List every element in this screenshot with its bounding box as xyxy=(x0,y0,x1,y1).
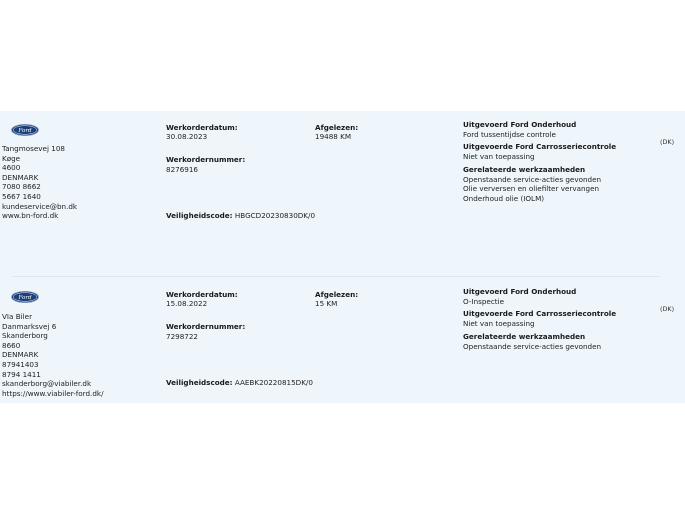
address-line: Køge xyxy=(2,153,21,163)
odometer-label: Afgelezen: xyxy=(315,123,359,132)
security-code-value: AAEBK20220815DK/0 xyxy=(234,378,313,387)
order-number-label: Werkordernummer: xyxy=(166,155,246,164)
order-number-value: 8276916 xyxy=(166,165,199,174)
related-work-item: Openstaande service-acties gevonden xyxy=(463,175,602,184)
maintenance-label: Uitgevoerd Ford Onderhoud xyxy=(463,120,577,129)
address-line: Tangmosevej 108 xyxy=(2,144,65,153)
order-number-value: 7298722 xyxy=(166,332,199,341)
address-line: https://www.viabiler-ford.dk/ xyxy=(2,388,104,398)
dealer-address xyxy=(2,144,77,221)
address-line: 5667 1640 xyxy=(2,191,41,201)
order-number-label: Werkordernummer: xyxy=(166,322,246,331)
address-line: 4600 xyxy=(2,163,21,173)
order-date-label: Werkorderdatum: xyxy=(166,123,238,132)
address-line: www.bn-ford.dk xyxy=(2,211,59,221)
address-line: 7080 8662 xyxy=(2,182,41,192)
odometer-value: 19488 KM xyxy=(315,132,352,141)
svg-text:Ford: Ford xyxy=(18,128,32,134)
dealer-address xyxy=(2,312,104,398)
maintenance-label: Uitgevoerd Ford Onderhoud xyxy=(463,287,577,296)
body-check-value: Niet van toepassing xyxy=(463,152,535,161)
odometer-label: Afgelezen: xyxy=(315,290,359,299)
address-line: Skanderborg xyxy=(2,331,48,341)
address-line: 8660 xyxy=(2,340,21,350)
body-check-label: Uitgevoerde Ford Carrosseriecontrole xyxy=(463,309,617,318)
order-date-label: Werkorderdatum: xyxy=(166,290,238,299)
odometer-value: 15 KM xyxy=(315,299,338,308)
related-work-item: Olie verversen en oliefilter vervangen xyxy=(463,184,600,193)
maintenance-value: Ford tussentijdse controle xyxy=(463,130,556,139)
address-line: 8794 1411 xyxy=(2,369,41,379)
address-line: skanderborg@viabiler.dk xyxy=(2,379,92,389)
related-work-label: Gerelateerde werkzaamheden xyxy=(463,165,586,174)
maintenance-value: O-Inspectie xyxy=(463,297,505,306)
body-check-value: Niet van toepassing xyxy=(463,319,535,328)
address-line: kundeservice@bn.dk xyxy=(2,201,78,211)
body-check-label: Uitgevoerde Ford Carrosseriecontrole xyxy=(463,142,617,151)
related-work-item: Openstaande service-acties gevonden xyxy=(463,342,602,351)
address-line: Danmarksvej 6 xyxy=(2,321,57,331)
ford-logo-icon xyxy=(11,124,39,136)
record-divider xyxy=(12,276,660,277)
address-line: 87941403 xyxy=(2,359,39,369)
security-code-label: Veiligheidscode: xyxy=(166,378,233,387)
order-date-value: 15.08.2022 xyxy=(166,299,208,308)
service-history-panel xyxy=(0,111,685,403)
ford-logo-icon xyxy=(11,291,39,303)
security-code xyxy=(166,378,313,388)
order-date-value: 30.08.2023 xyxy=(166,132,208,141)
security-code-label: Veiligheidscode: xyxy=(166,211,233,220)
service-record-1 xyxy=(0,111,685,257)
address-line: VIa Biler xyxy=(2,312,33,321)
address-line: DENMARK xyxy=(2,350,39,360)
svg-text:Ford: Ford xyxy=(18,295,32,301)
related-work-item: Onderhoud olie (IOLM) xyxy=(463,194,545,203)
security-code xyxy=(166,211,315,221)
service-record-2 xyxy=(0,278,685,424)
related-work-label: Gerelateerde werkzaamheden xyxy=(463,332,586,341)
address-line: DENMARK xyxy=(2,172,39,182)
country-tag: (DK) xyxy=(660,305,675,313)
security-code-value: HBGCD20230830DK/0 xyxy=(234,211,316,220)
country-tag: (DK) xyxy=(660,138,675,146)
